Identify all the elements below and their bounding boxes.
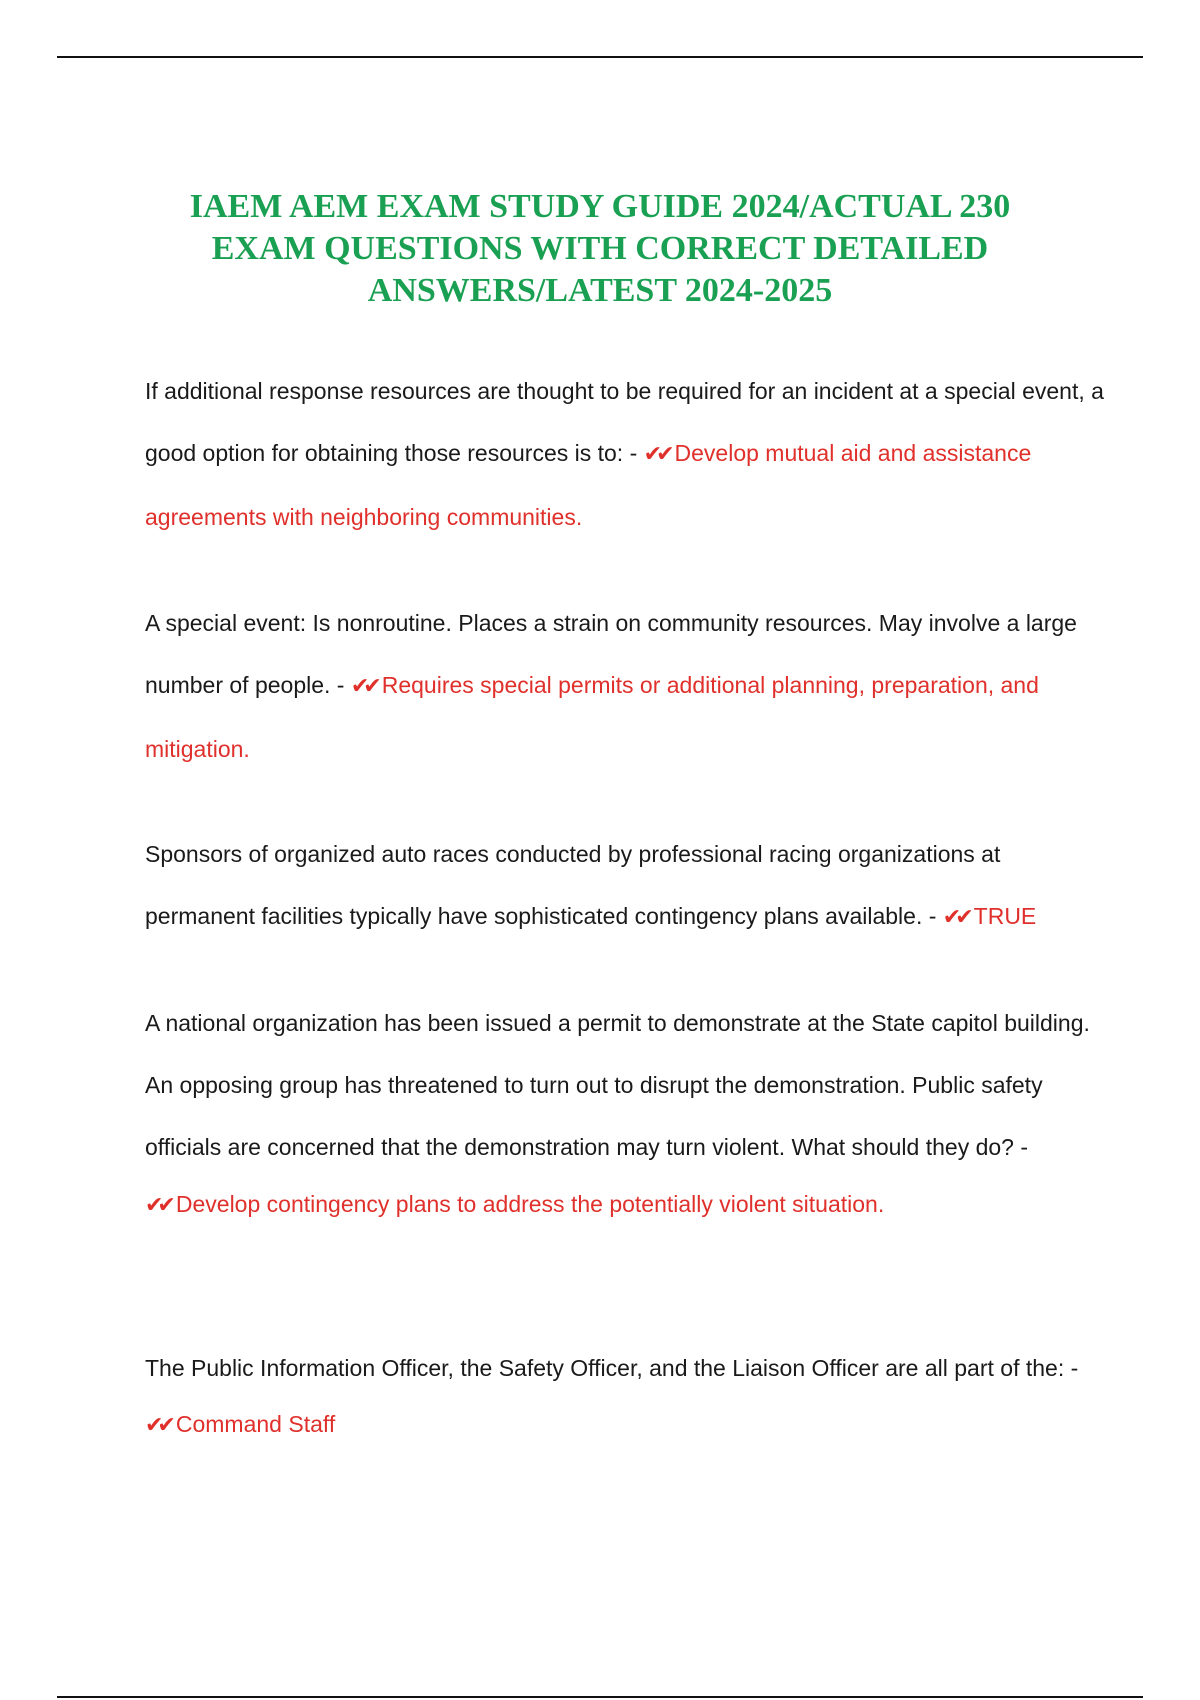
question-text: If additional response resources are thought to be required for an incident at a special event, a good option for obtaining those resources is to: - (145, 378, 1104, 466)
answer-text: Develop mutual aid and assistance agreements with neighboring communities. (145, 440, 1032, 530)
answer-text: Command Staff (175, 1411, 336, 1437)
answer-text: Develop contingency plans to address the potentially violent situation. (175, 1191, 885, 1217)
check-icon: ✔✔ (145, 1193, 170, 1218)
check-icon: ✔✔ (643, 442, 669, 467)
qa-item-5 (145, 1342, 1105, 1452)
title-line-3: ANSWERS/LATEST 2024-2025 (367, 272, 833, 309)
document-title (100, 186, 1100, 312)
qa-item-4 (145, 992, 1105, 1232)
question-text: A special event: Is nonroutine. Places a strain on community resources. May involve a large number of people. - (145, 610, 1077, 698)
question-text: A national organization has been issued a permit to demonstrate at the State capitol building. An opposing group has threatened to turn out to disrupt the demonstration. Public safety officials are concerned that the demonstration may turn violent. What should they do? - (145, 1010, 1090, 1160)
answer-text: TRUE (973, 903, 1037, 929)
top-rule (57, 56, 1143, 58)
bottom-rule (57, 1696, 1143, 1698)
qa-item-3 (145, 823, 1105, 949)
title-line-1: IAEM AEM EXAM STUDY GUIDE 2024/ACTUAL 230 (189, 188, 1011, 225)
answer-text: Requires special permits or additional planning, preparation, and mitigation. (145, 672, 1039, 762)
question-text: Sponsors of organized auto races conducted by professional racing organizations at permanent facilities typically have sophisticated contingency plans available. - (145, 841, 1001, 929)
question-text: The Public Information Officer, the Safety Officer, and the Liaison Officer are all part of the: - (145, 1355, 1079, 1381)
check-icon: ✔✔ (145, 1413, 170, 1438)
check-icon: ✔✔ (350, 674, 376, 699)
answer-line (145, 1398, 1105, 1452)
qa-item-1 (145, 360, 1105, 548)
title-line-2: EXAM QUESTIONS WITH CORRECT DETAILED (211, 230, 989, 267)
check-icon: ✔✔ (942, 905, 968, 930)
qa-item-2 (145, 592, 1105, 780)
qa-list (145, 360, 1105, 1452)
answer-line (145, 1178, 1105, 1232)
